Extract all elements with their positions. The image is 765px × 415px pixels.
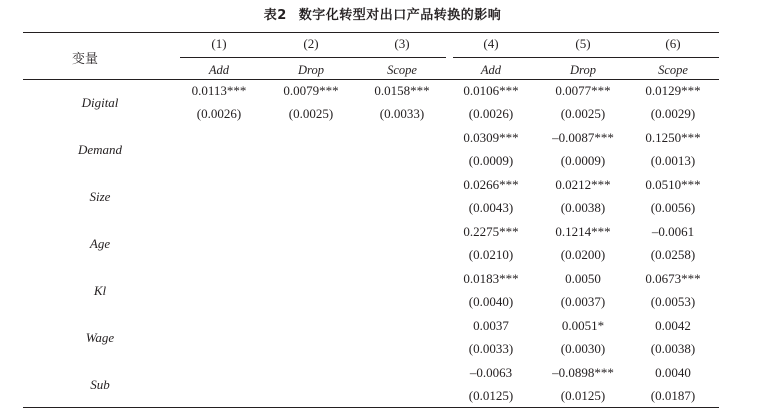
model-number-1: (1) <box>211 36 227 51</box>
coefficient-cell: 0.0266*** <box>463 177 519 192</box>
coefficient-cell: 0.0079*** <box>283 83 339 98</box>
standard-error-cell: (0.0009) <box>468 153 514 168</box>
coefficient-cell: 0.0129*** <box>645 83 701 98</box>
row-label-demand: Demand <box>77 142 123 157</box>
dependent-variable-3: Scope <box>387 63 417 77</box>
row-label-sub: Sub <box>90 377 110 392</box>
coefficient-cell: 0.0183*** <box>463 271 519 286</box>
dependent-variable-2: Drop <box>298 63 324 77</box>
standard-error-cell: (0.0026) <box>468 106 514 121</box>
standard-error-cell: (0.0053) <box>650 294 696 309</box>
table-number: 表2 <box>263 8 287 23</box>
table-caption: 数字化转型对出口产品转换的影响 <box>298 8 502 23</box>
row-label-age: Age <box>89 236 111 251</box>
table-title <box>0 4 765 23</box>
coefficient-cell: 0.0040 <box>655 365 691 380</box>
model-number-5: (5) <box>575 36 591 51</box>
dependent-variable-6: Scope <box>658 63 688 77</box>
coefficient-cell: 0.0051* <box>561 318 605 333</box>
standard-error-cell: (0.0125) <box>560 388 606 403</box>
coefficient-cell: 0.0673*** <box>645 271 701 286</box>
bottom-rule <box>23 407 719 408</box>
dependent-variable-4: Add <box>480 63 502 77</box>
standard-error-cell: (0.0125) <box>468 388 514 403</box>
dependent-variable-5: Drop <box>570 63 596 77</box>
coefficient-cell: 0.1250*** <box>645 130 701 145</box>
standard-error-cell: (0.0033) <box>379 106 425 121</box>
coefficient-cell: –0.0061 <box>651 224 695 239</box>
standard-error-cell: (0.0030) <box>560 341 606 356</box>
standard-error-cell: (0.0029) <box>650 106 696 121</box>
model-number-6: (6) <box>665 36 681 51</box>
top-rule <box>23 32 719 33</box>
coefficient-cell: 0.0106*** <box>463 83 519 98</box>
variable-header: 变量 <box>72 52 99 67</box>
header-underline-2 <box>453 57 719 58</box>
dependent-variable-1: Add <box>208 63 230 77</box>
coefficient-cell: 0.0510*** <box>645 177 701 192</box>
coefficient-cell: –0.0898*** <box>552 365 614 380</box>
standard-error-cell: (0.0025) <box>560 106 606 121</box>
standard-error-cell: (0.0258) <box>650 247 696 262</box>
standard-error-cell: (0.0187) <box>650 388 696 403</box>
standard-error-cell: (0.0038) <box>560 200 606 215</box>
header-bottom-rule <box>23 79 719 80</box>
standard-error-cell: (0.0040) <box>468 294 514 309</box>
coefficient-cell: 0.0113*** <box>191 83 247 98</box>
standard-error-cell: (0.0026) <box>196 106 242 121</box>
standard-error-cell: (0.0200) <box>560 247 606 262</box>
row-label-digital: Digital <box>81 95 119 110</box>
coefficient-cell: 0.0158*** <box>374 83 430 98</box>
row-label-kl: Kl <box>93 283 107 298</box>
coefficient-cell: 0.0037 <box>473 318 509 333</box>
model-number-3: (3) <box>394 36 410 51</box>
coefficient-cell: 0.0077*** <box>555 83 611 98</box>
standard-error-cell: (0.0210) <box>468 247 514 262</box>
coefficient-cell: 0.1214*** <box>555 224 611 239</box>
coefficient-cell: 0.0050 <box>565 271 601 286</box>
standard-error-cell: (0.0056) <box>650 200 696 215</box>
standard-error-cell: (0.0038) <box>650 341 696 356</box>
model-number-4: (4) <box>483 36 499 51</box>
coefficient-cell: –0.0087*** <box>552 130 614 145</box>
row-label-wage: Wage <box>85 330 115 345</box>
coefficient-cell: 0.0042 <box>655 318 691 333</box>
standard-error-cell: (0.0043) <box>468 200 514 215</box>
standard-error-cell: (0.0033) <box>468 341 514 356</box>
standard-error-cell: (0.0013) <box>650 153 696 168</box>
standard-error-cell: (0.0009) <box>560 153 606 168</box>
row-label-size: Size <box>89 189 111 204</box>
model-number-2: (2) <box>303 36 319 51</box>
coefficient-cell: 0.2275*** <box>463 224 519 239</box>
header-underline-1 <box>180 57 446 58</box>
standard-error-cell: (0.0037) <box>560 294 606 309</box>
standard-error-cell: (0.0025) <box>288 106 334 121</box>
coefficient-cell: 0.0309*** <box>463 130 519 145</box>
coefficient-cell: 0.0212*** <box>555 177 611 192</box>
coefficient-cell: –0.0063 <box>469 365 513 380</box>
